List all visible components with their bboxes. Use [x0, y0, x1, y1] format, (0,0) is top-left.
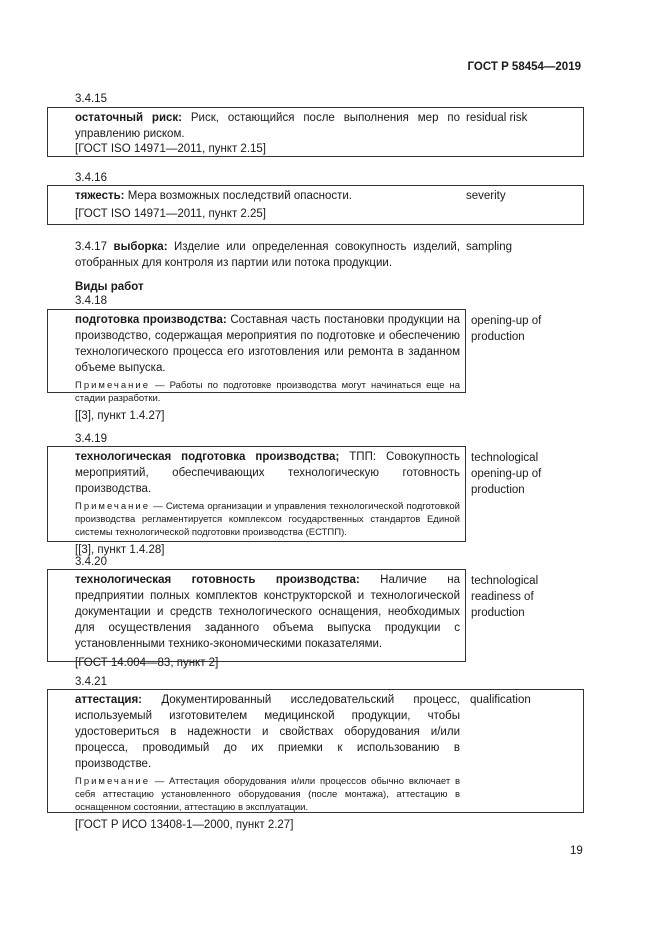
note-label: Примечание	[75, 501, 150, 512]
term-definition	[75, 572, 460, 652]
term-source: [ГОСТ ISO 14971—2011, пункт 2.25]	[75, 208, 266, 220]
term-box	[47, 185, 584, 225]
term-source: [[3], пункт 1.4.27]	[75, 410, 165, 422]
english-term: sampling	[466, 241, 513, 253]
definition-text: Изделие или определенная совокупность изделий, отобранных для контроля из партии или потока продукции.	[75, 241, 460, 269]
term-name: тяжесть:	[75, 190, 125, 202]
document-header: ГОСТ Р 58454—2019	[467, 61, 581, 73]
term-box	[47, 107, 584, 157]
section-heading: Виды работ	[75, 281, 144, 293]
term-definition	[75, 692, 460, 772]
english-term: severity	[466, 190, 506, 202]
term-number: 3.4.21	[75, 676, 107, 688]
term-box	[47, 309, 466, 422]
term-body	[75, 312, 460, 424]
term-source: [ГОСТ 14.004—83, пункт 2]	[75, 657, 219, 669]
note-label: Примечание	[75, 380, 150, 391]
term-definition	[75, 239, 460, 271]
term-number: 3.4.17	[75, 241, 107, 253]
term-source: [ГОСТ ISO 14971—2011, пункт 2.15]	[75, 143, 266, 155]
definition-text: ТПП: Совокупность мероприятий, обеспечивающих технологическую готовность производства.	[75, 451, 460, 495]
note-text: — Аттестация оборудования и/или процессов обычно включает в себя аттестацию установленного оборудования (после монтажа), аттестацию в оснащенном состоянии, аттестацию в эксплуатации.	[75, 776, 460, 813]
note-label: Примечание	[75, 776, 150, 787]
definition-text: Мера возможных последствий опасности.	[124, 190, 353, 202]
term-definition	[75, 312, 460, 376]
english-term: qualification	[470, 694, 531, 706]
term-body	[75, 449, 460, 558]
term-note	[75, 500, 460, 539]
term-box	[47, 689, 584, 831]
term-source: [ГОСТ Р ИСО 13408-1—2000, пункт 2.27]	[75, 819, 294, 831]
term-body	[75, 692, 460, 833]
term-name: технологическая готовность производства:	[75, 574, 360, 586]
term-body	[75, 572, 460, 671]
definition-text: Составная часть постановки продукции на производство, содержащая мероприятия по подготовке и обеспечению технологического процесса его изготовления или ремонта в заданном объеме выпуска.	[75, 314, 460, 374]
note-text: — Работы по подготовке производства могут начинаться еще на стадии разработки.	[75, 380, 460, 404]
term-definition	[75, 188, 460, 204]
term-source: [[3], пункт 1.4.28]	[75, 544, 165, 556]
term-name: подготовка производства:	[75, 314, 227, 326]
note-text: — Система организации и управления технологической подготовкой производства регламентируется комплексом государственных стандартов Единой системы технологической подготовки производства (ЕСТПП).	[75, 501, 460, 538]
term-name: остаточный риск:	[75, 112, 182, 124]
page-number: 19	[570, 845, 583, 857]
definition-text: Риск, остающийся после выполнения мер по управлению риском.	[75, 112, 460, 140]
term-definition	[75, 110, 460, 142]
term-name: аттестация:	[75, 694, 143, 706]
term-box	[47, 446, 466, 556]
term-note	[75, 379, 460, 405]
english-term: opening-up of production	[471, 315, 542, 343]
term-number: 3.4.18	[75, 295, 107, 307]
definition-text: Наличие на предприятии полных комплектов конструкторской и технологической документации и средств технологического оснащения, необходимых для осуществления заданного объема выпуска продукции с установленными технико-экономическими показателями.	[75, 574, 460, 650]
term-number: 3.4.19	[75, 433, 107, 445]
term-name: выборка:	[113, 241, 168, 253]
english-term: technological opening-up of production	[471, 452, 542, 496]
english-term: technological readiness of production	[471, 575, 539, 619]
english-term: residual risk	[466, 112, 528, 124]
term-box	[47, 569, 466, 669]
term-number: 3.4.20	[75, 556, 107, 568]
term-number: 3.4.15	[75, 93, 107, 105]
term-note	[75, 775, 460, 814]
term-name: технологическая подготовка производства;	[75, 451, 340, 463]
definition-text: Документированный исследовательский процесс, используемый изготовителем медицинской продукции, чтобы удостовериться в надежности и свойствах оборудования и/или процесса, проводимый до их приемки к использованию в производстве.	[75, 694, 460, 770]
term-number: 3.4.16	[75, 172, 107, 184]
term-definition	[75, 449, 460, 497]
